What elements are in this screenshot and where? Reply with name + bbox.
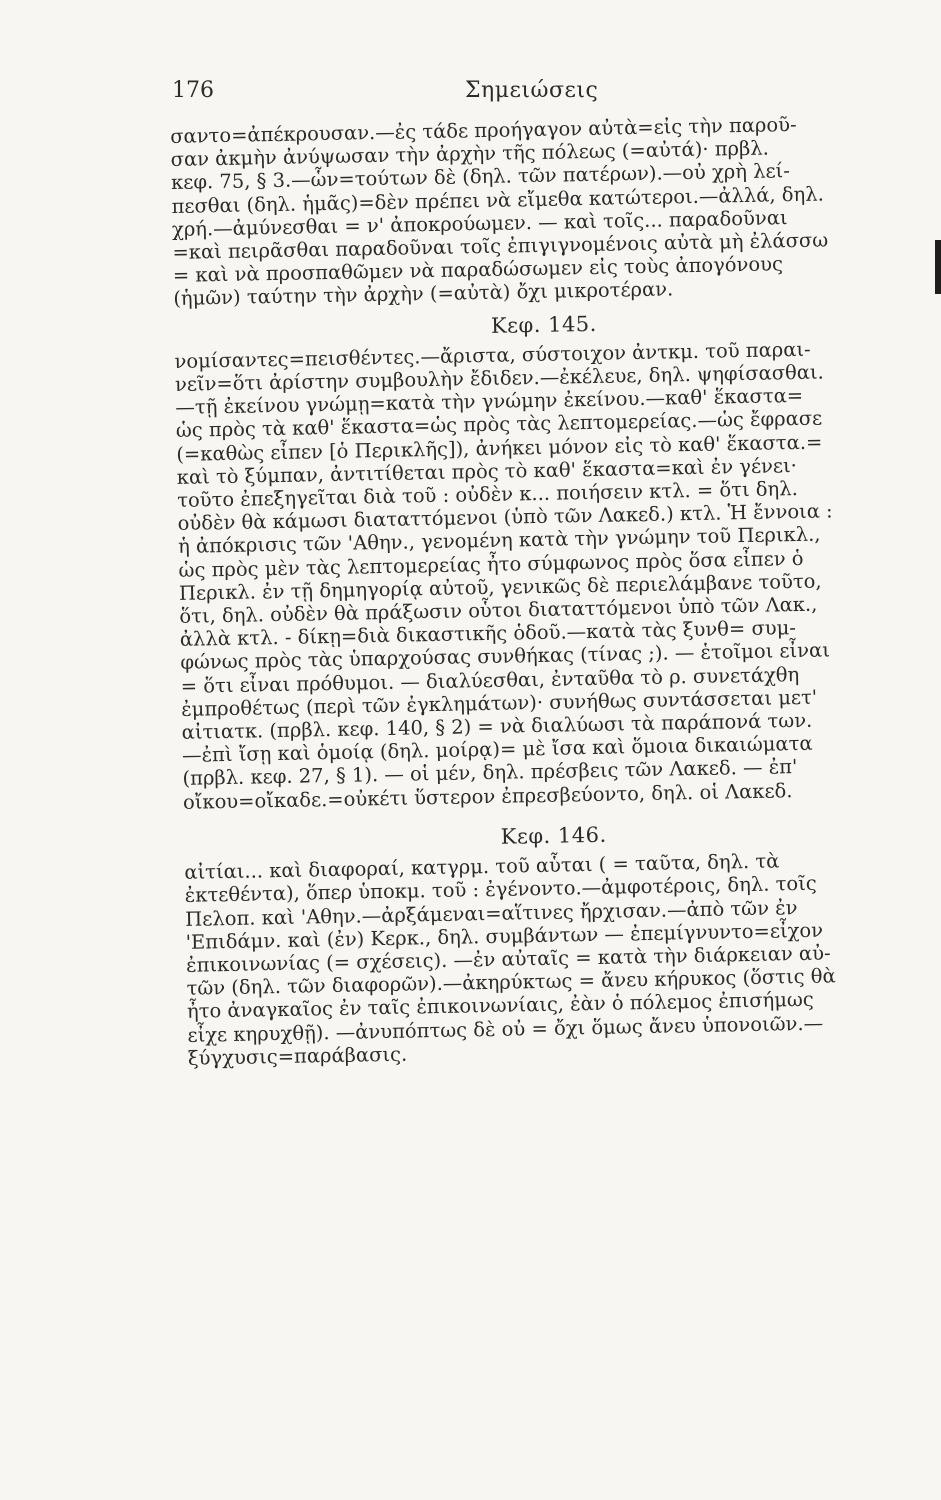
paragraph-chapter-145: νομίσαντες=πεισθέντες.—ἄριστα, σύστοιχον ἀντκμ. τοῦ παραι- νεῖν=ὅτι ἀρίστην συμβουλὴν ἔδιδεν.—ἐκέλευε, δηλ. ψηφίσασθαι. —τῇ ἐκείνου γνώμῃ=κατὰ τὴν γνώμην ἐκείνου.—καθ' ἕκαστα= ὡς πρὸς τὰ καθ' ἕκαστα=ὡς πρὸς τὰς λεπτομερείας.—ὡς ἔφρασε (=καθὼς εἶπεν [ὁ Περικλῆς]), ἀνήκει μόνον εἰς τὸ καθ' ἕκαστα.= καὶ τὸ ξύμπαν, ἀντιτίθεται πρὸς τὸ καθ' ἕκαστα=καὶ ἐν γένει· τοῦτο ἐπεξηγεῖται διὰ τοῦ : οὐδὲν κ... ποιήσειν κτλ. = ὅτι δηλ. οὐδὲν θὰ κάμωσι διαταττόμενοι (ὑπὸ τῶν Λακεδ.) κτλ. Ἡ ἔννοια : ἡ ἀπόκρισις τῶν 'Αθην., γενομένη κατὰ τὴν γνώμην τοῦ Περικλ., ὡς πρὸς μὲν τὰς λεπτομερείας ἦτο σύμφωνος πρὸς ὅσα εἶπεν ὁ Περικλ. ἐν τῇ δημηγορίᾳ αὐτοῦ, γενικῶς δὲ περιελάμβανε τοῦτο, ὅτι, δηλ. οὐδὲν θὰ πράξωσιν οὗτοι διαταττόμενοι ὑπὸ τῶν Λακ., ἀλλὰ κτλ. - δίκῃ=διὰ δικαστικῆς ὁδοῦ.—κατὰ τὰς ξυνθ= συμ- φώνως πρὸς τὰς ὑπαρχούσας συνθήκας (τίνας ;). — ἑτοῖμοι εἶναι = ὅτι εἶναι πρόθυμοι. — διαλύεσθαι, ἐνταῦθα τὸ ρ. συνετάχθη ἐμπροθέτως (περὶ τῶν ἐγκλημάτων)· συνήθως συντάσσεται μετ' αἰτιατκ. (πρβλ. κεφ. 140, § 2) = νὰ διαλύωσι τὰ παράπονά των. —ἐπὶ ἴσῃ καὶ ὁμοίᾳ (δηλ. μοίρᾳ)= μὲ ἴσα καὶ ὅμοια δικαιώματα (πρβλ. κεφ. 27, § 1). — οἱ μέν, δηλ. πρέσβεις τῶν Λακεδ. — ἐπ' οἴκου=οἴκαδε.=οὐκέτι ὕστερον ἐπρεσβεύοντο, δηλ. οἱ Λακεδ.	[174, 337, 833, 814]
paragraph-continuation: σαντο=ἀπέκρουσαν.—ἐς τάδε προήγαγον αὐτὰ=εἰς τὴν παροῦ- σαν ἀκμὴν ἀνύψωσαν τὴν ἀρχὴν τῆς πόλεως (=αὐτά)· πρβλ. κεφ. 75, § 3.—ὧν=τούτων δὲ (δηλ. τῶν πατέρων).—οὐ χρὴ λεί- πεσθαι (δηλ. ἡμᾶς)=δὲν πρέπει νὰ εἴμεθα κατώτεροι.—ἀλλά, δηλ. χρή.—ἀμύνεσθαι = ν' ἀποκρούωμεν. — καὶ τοῖς... παραδοῦναι =καὶ πειρᾶσθαι παραδοῦναι τοῖς ἐπιγιγνομένοις αὐτὰ μὴ ἐλάσσω = καὶ νὰ προσπαθῶμεν νὰ παραδώσωμεν εἰς τοὺς ἀπογόνους (ἡμῶν) ταύτην τὴν ἀρχὴν (=αὐτὰ) ὄχι μικροτέραν.	[170, 112, 829, 311]
chapter-heading-146: Κεφ. 146.	[500, 822, 607, 849]
page-number: 176	[172, 78, 214, 103]
running-title: Σημειώσεις	[465, 78, 599, 103]
page-header	[170, 78, 910, 112]
chapter-heading-145: Κεφ. 145.	[490, 311, 598, 338]
page-edge-mark	[935, 240, 941, 294]
paragraph-chapter-146: αἰτίαι... καὶ διαφοραί, κατγρμ. τοῦ αὗται ( = ταῦτα, δηλ. τὰ ἐκτεθέντα), ὅπερ ὑποκμ. τοῦ : ἐγένοντο.—ἀμφοτέροις, δηλ. τοῖς Πελοπ. καὶ 'Αθην.—ἀρξάμεναι=αἵτινες ἤρχισαν.—ἀπὸ τῶν ἐν 'Επιδάμν. καὶ (ἐν) Κερκ., δηλ. συμβάντων — ἐπεμίγνυντο=εἶχον ἐπικοινωνίας (= σχέσεις). —ἐν αὐταῖς = κατὰ τὴν διάρκειαν αὐ- τῶν (δηλ. τῶν διαφορῶν).—ἀκηρύκτως = ἄνευ κήρυκος (ὅστις θὰ ἦτο ἀναγκαῖος ἐν ταῖς ἐπικοινωνίαις, ἐὰν ὁ πόλεμος ἐπισήμως εἶχε κηρυχθῇ). —ἀνυπόπτως δὲ οὐ = ὄχι ὅμως ἄνευ ὑπονοιῶν.— ξύγχυσις=παράβασις.	[184, 849, 836, 1070]
notes-body	[170, 111, 928, 1070]
